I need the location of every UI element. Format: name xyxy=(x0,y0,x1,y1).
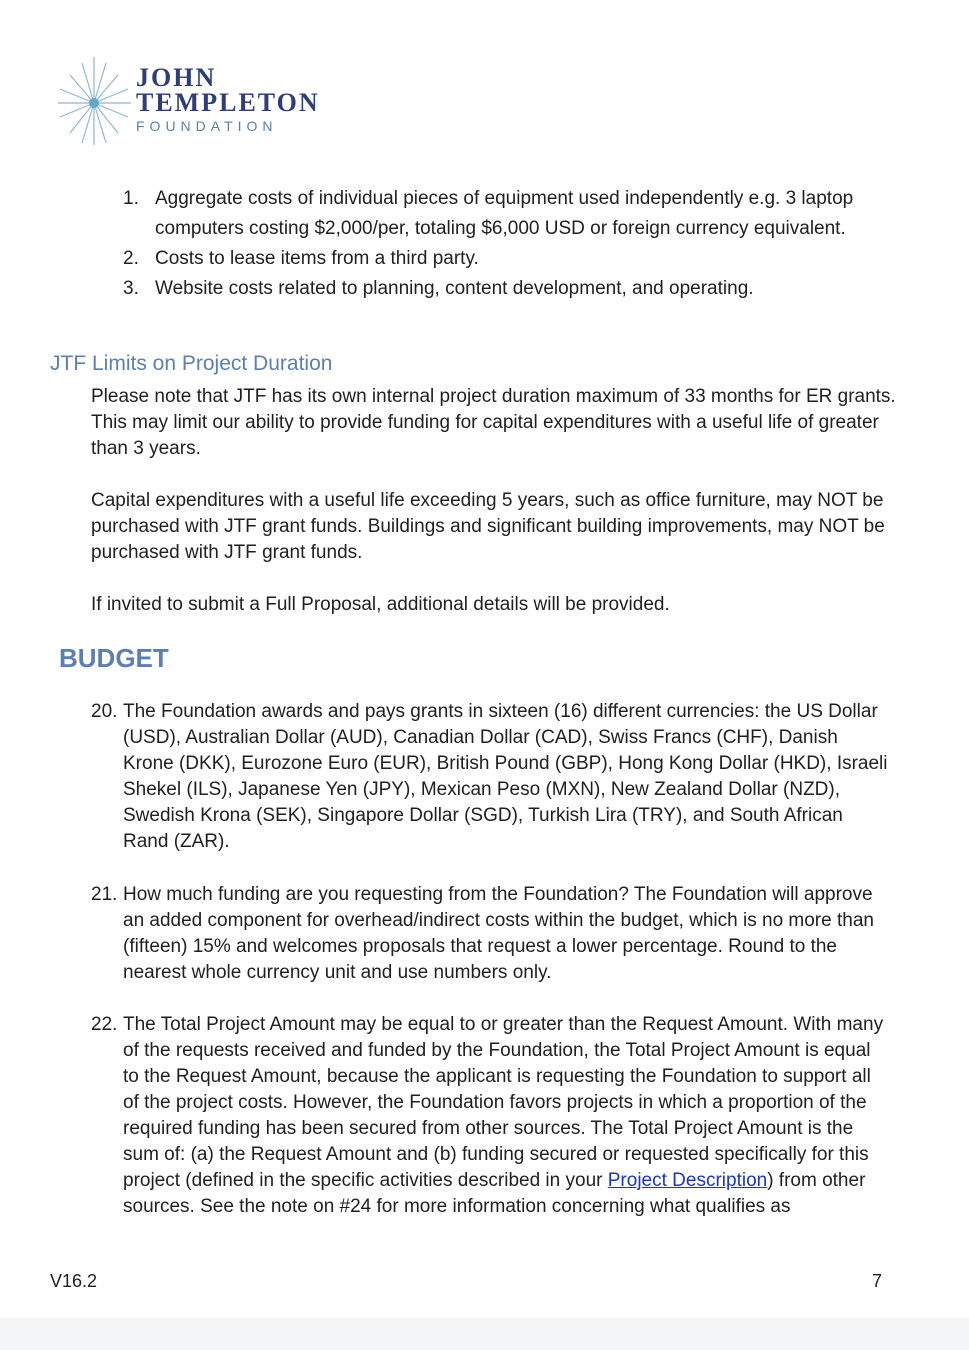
list-item-number: 2. xyxy=(123,248,139,269)
list-item-text: Costs to lease items from a third party. xyxy=(155,248,479,269)
logo-wordmark xyxy=(136,65,320,134)
list-item xyxy=(120,244,890,274)
logo-line-templeton: TEMPLETON xyxy=(136,88,320,117)
logo-line-john: JOHN xyxy=(136,63,217,92)
project-description-link[interactable]: Project Description xyxy=(607,1170,768,1191)
question-22 xyxy=(91,1012,891,1220)
question-number: 22. xyxy=(91,1014,118,1035)
foundation-logo xyxy=(56,55,346,150)
list-item-number: 1. xyxy=(123,188,139,209)
section-heading-duration: JTF Limits on Project Duration xyxy=(50,352,333,375)
list-item xyxy=(120,184,890,244)
question-number: 20. xyxy=(91,701,118,722)
list-item-text: Website costs related to planning, content development, and operating. xyxy=(155,278,754,299)
duration-paragraph-2: Capital expenditures with a useful life exceeding 5 years, such as office furniture, may NOT be purchased with JTF grant funds. Buildings and significant building improvements, may NOT be purchased with JTF grant funds. xyxy=(91,490,885,563)
duration-paragraph-3: If invited to submit a Full Proposal, additional details will be provided. xyxy=(91,594,670,615)
version-label: V16.2 xyxy=(50,1271,98,1291)
question-20 xyxy=(91,699,891,855)
list-item-number: 3. xyxy=(123,278,139,299)
budget-heading: BUDGET xyxy=(59,643,169,673)
question-text xyxy=(123,1012,891,1220)
page-number: 7 xyxy=(871,1271,882,1291)
starburst-icon xyxy=(56,55,136,150)
equipment-cost-list xyxy=(120,184,890,304)
question-21 xyxy=(91,882,891,986)
page-bottom-band xyxy=(0,1318,969,1350)
logo-line-foundation: FOUNDATION xyxy=(136,118,278,134)
question-text-after: ) from other sources. See the note on #24 for more information concerning what qualifies as xyxy=(123,1170,866,1217)
question-number: 21. xyxy=(91,884,118,905)
list-item-text: Aggregate costs of individual pieces of equipment used independently e.g. 3 laptop computers costing $2,000/per, totaling $6,000 USD or foreign currency equivalent. xyxy=(155,188,854,239)
duration-paragraph-1: Please note that JTF has its own internal project duration maximum of 33 months for ER grants. This may limit our ability to provide funding for capital expenditures with a useful life of greater than 3 years. xyxy=(91,386,896,459)
question-text: The Foundation awards and pays grants in sixteen (16) different currencies: the US Dollar (USD), Australian Dollar (AUD), Canadian Dollar (CAD), Swiss Francs (CHF), Danish Krone (DKK), Eurozone Euro (EUR), British Pound (GBP), Hong Kong Dollar (HKD), Israeli Shekel (ILS), Japanese Yen (JPY), Mexican Peso (MXN), New Zealand Dollar (NZD), Swedish Krona (SEK), Singapore Dollar (SGD), Turkish Lira (TRY), and South African Rand (ZAR). xyxy=(123,701,888,852)
list-item xyxy=(120,274,890,304)
question-text: How much funding are you requesting from the Foundation? The Foundation will approve an added component for overhead/indirect costs within the budget, which is no more than (fifteen) 15% and welcomes proposals that request a lower percentage. Round to the nearest whole currency unit and use numbers only. xyxy=(123,884,874,983)
question-text-before: The Total Project Amount may be equal to or greater than the Request Amount. With many of the requests received and funded by the Foundation, the Total Project Amount is equal to the Request Amount, because the applicant is requesting the Foundation to support all of the project costs. However, the Foundation favors projects in which a proportion of the required funding has been secured from other sources. The Total Project Amount is the sum of: (a) the Request Amount and (b) funding secured or requested specifically for this project (defined in the specific activities described in your xyxy=(123,1014,884,1191)
